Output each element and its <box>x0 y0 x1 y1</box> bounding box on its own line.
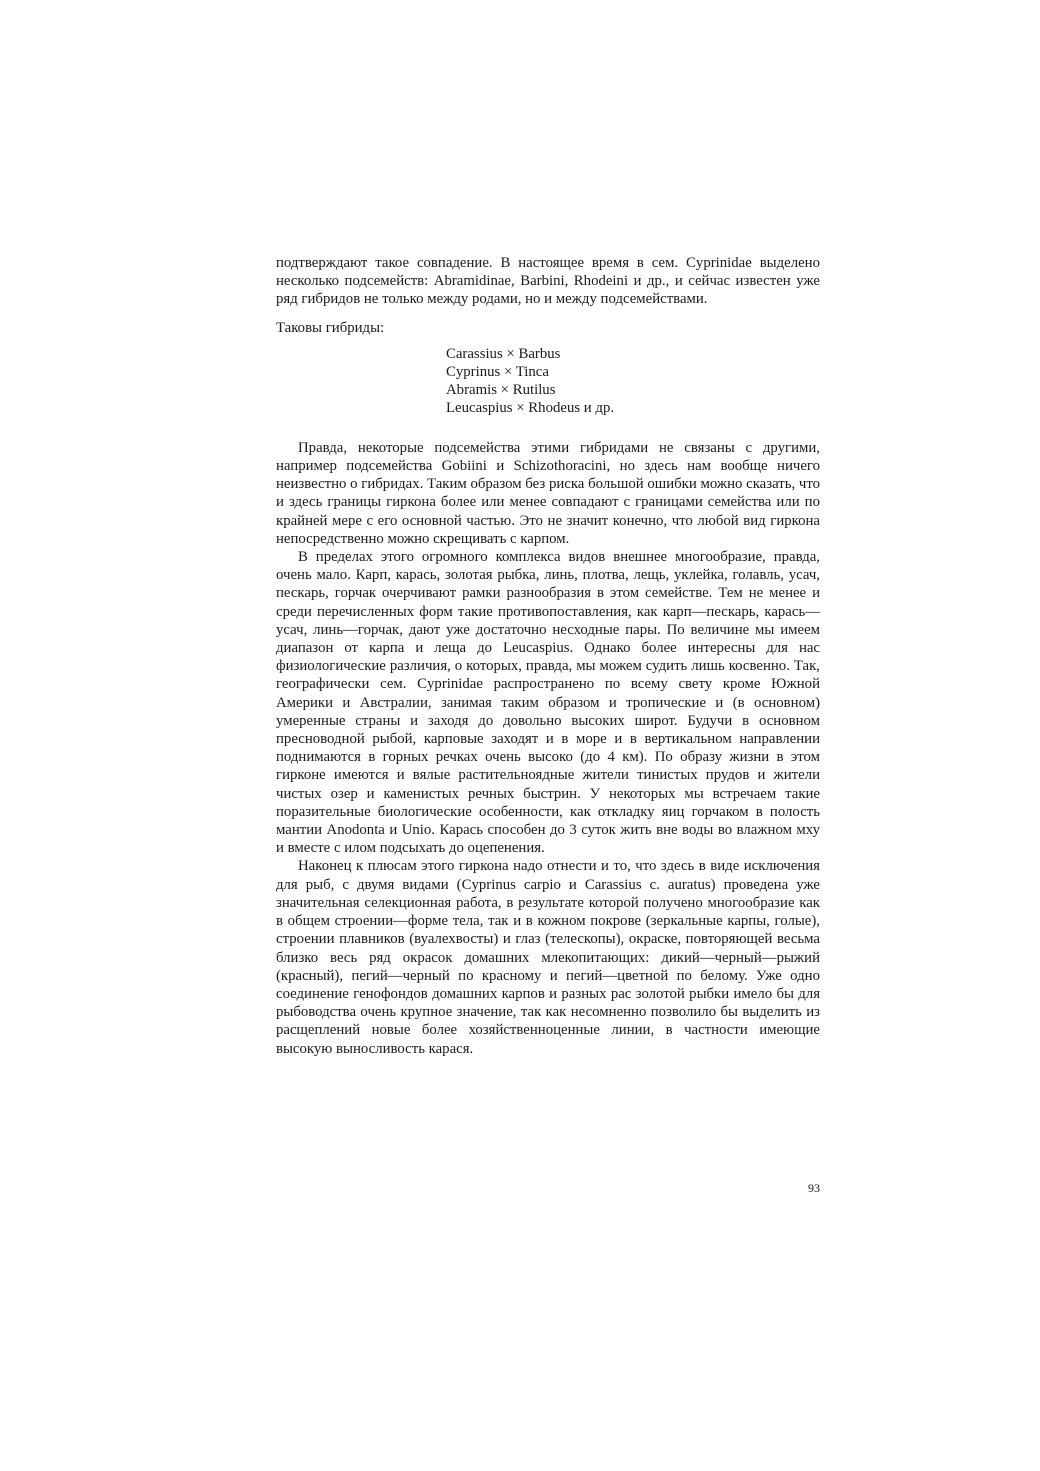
paragraph: В пределах этого огромного комплекса видов внешнее многообразие, правда, очень мало. Карп, карась, золотая рыбка, линь, плотва, лещь, уклейка, голавль, усач, пескарь, горчак очерчивают рамки разнообразия в этом семействе. Тем не менее и среди перечисленных форм такие противопоставления, как карп—пескарь, карась—усач, линь—горчак, дают уже достаточно несходные пары. По величине мы имеем диапазон от карпа и леща до Leucaspius. Однако более интересны для нас физиологические различия, о которых, правда, мы можем судить лишь косвенно. Так, географически сем. Cyprinidae распространено по всему свету кроме Южной Америки и Австралии, занимая таким образом и тропические и (в основном) умеренные страны и заходя до довольно высоких широт. Будучи в основном пресноводной рыбой, карповые заходят и в море и в вертикальном направлении поднимаются в горных речках очень высоко (до 4 км). По образу жизни в этом гирконе имеются и вялые растительноядные жители тинистых прудов и жители чистых озер и каменистых речных быстрин. У некоторых мы встречаем такие поразительные биологические особенности, как откладку яиц горчаком в полость мантии Anodonta и Unio. Карась способен до 3 суток жить вне воды во влажном мху и вместе с илом подсыхать до оцепенения. <box>276 549 820 857</box>
hybrid-item: Abramis × Rutilus <box>446 381 556 398</box>
paragraph-intro: подтверждают такое совпадение. В настоящее время в сем. Cyprinidae выделено несколько подсемейств: Abramidinae, Barbini, Rhodeini и др., и сейчас известен уже ряд гибридов не только между родами, но и между подсемействами. <box>276 255 820 308</box>
spacer <box>276 417 820 439</box>
paragraph: Наконец к плюсам этого гиркона надо отнести и то, что здесь в виде исключения для рыб, с двумя видами (Cyprinus carpio и Carassius c. auratus) проведена уже значительная селекционная работа, в результате которой получено многообразие как в общем строении—форме тела, так и в кожном покрове (зеркальные карпы, голые), строении плавников (вуалехвосты) и глаз (телескопы), окраске, повторяющей весьма близко весь ряд окрасок домашних млекопитающих: дикий—черный—рыжий (красный), пегий—черный по красному и пегий—цветной по белому. Уже одно соединение генофондов домашних карпов и разных рас золотой рыбки имело бы для рыбоводства очень крупное значение, так как несомненно позволило бы выделить из расщеплений новые более хозяйственноценные линии, в частности имеющие высокую выносливость карася. <box>276 858 820 1057</box>
hybrid-list <box>446 345 820 417</box>
paragraph: Правда, некоторые подсемейства этими гибридами не связаны с другими, например подсемейства Gobiini и Schizothoracini, но здесь нам вообще ничего неизвестно о гибридах. Таким образом без риска большой ошибки можно сказать, что и здесь границы гиркона более или менее совпадают с границами семейства или по крайней мере с его основной частью. Это не значит конечно, что любой вид гиркона непосредственно можно скрещивать с карпом. <box>276 439 820 547</box>
hybrid-item: Leucaspius × Rhodeus и др. <box>446 399 615 416</box>
hybrid-item: Cyprinus × Tinca <box>446 363 549 380</box>
hybrids-intro: Таковы гибриды: <box>276 319 385 336</box>
page-number: 93 <box>808 1181 820 1195</box>
page-body <box>276 254 820 1058</box>
spacer <box>276 309 820 319</box>
hybrid-item: Carassius × Barbus <box>446 345 561 362</box>
